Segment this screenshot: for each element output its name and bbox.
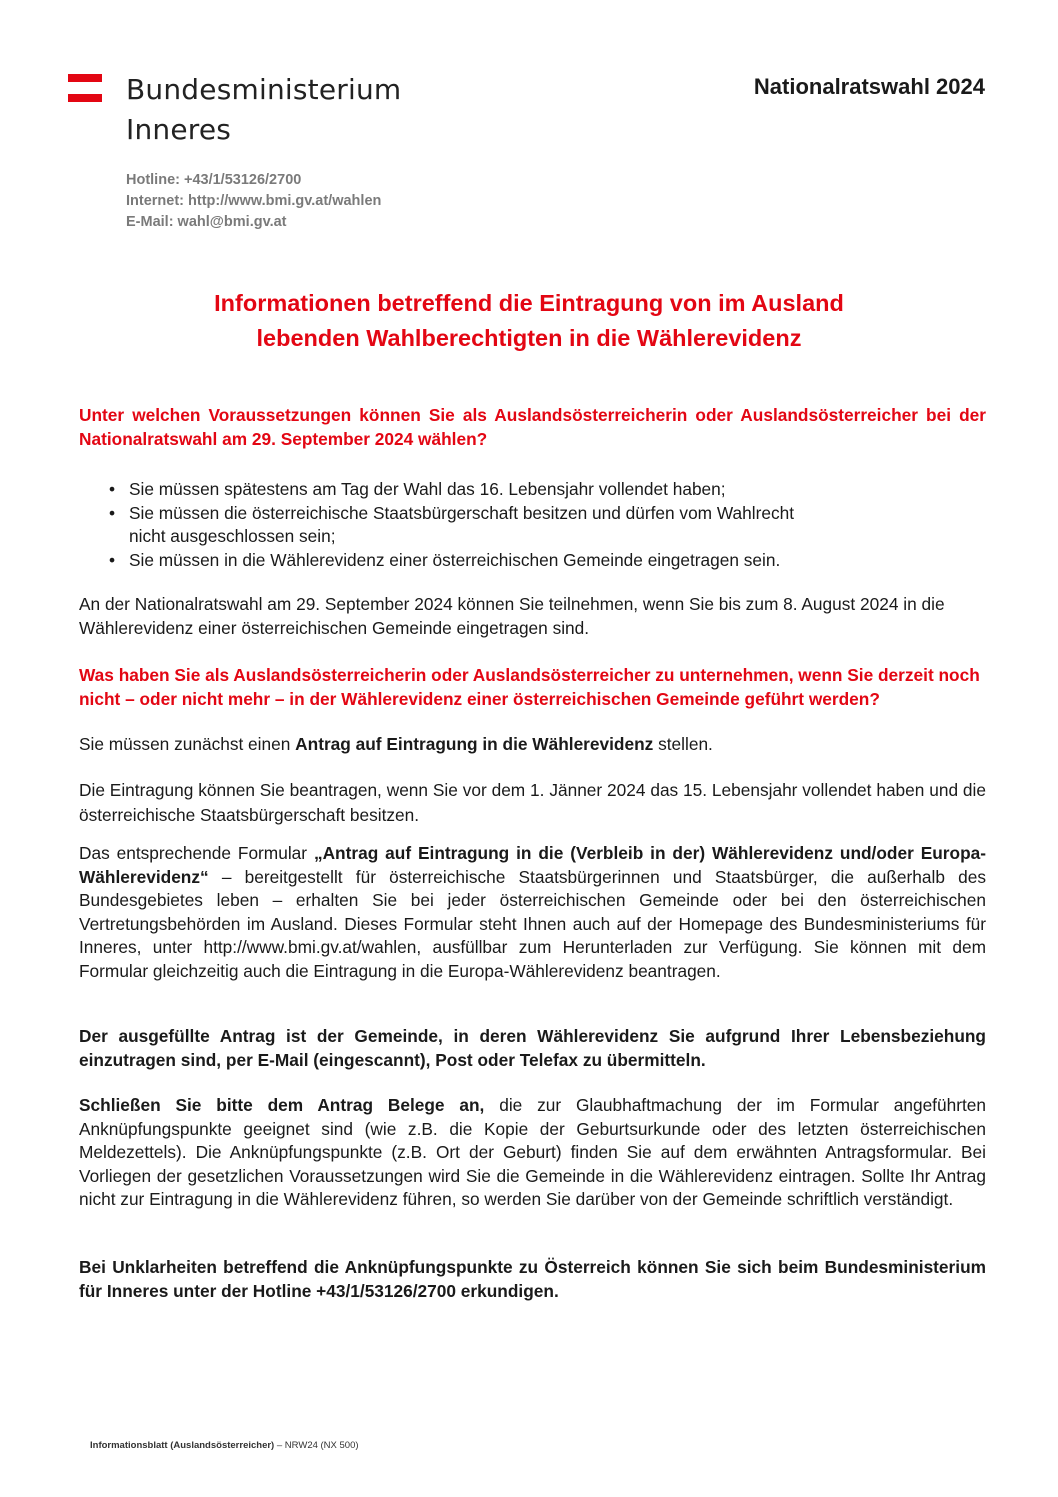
- footer-code: – NRW24 (NX 500): [274, 1440, 359, 1451]
- text-run: – bereitgestellt für österreichische Staatsbürgerinnen und Staatsbürger, die außerhalb des Bundesgebietes leben – erhalten Sie bei jeder österreichischen Gemeinde oder bei den österreichischen Vertretungsbehörden im Ausland. Dieses Formular steht Ihnen auch auf der Homepage des Bundesministeriums für Inneres, unter http://www.bmi.gv.at/wahlen, ausfüllbar zum Herunterladen zur Verfügung. Sie können mit dem Formular gleichzeitig auch die Eintragung in die Europa-Wählerevidenz beantragen.: [79, 866, 986, 981]
- text-run: die zur Glaubhaftmachung der im Formular angeführten Anknüpfungspunkte geeignet sind (wie z.B. die Kopie der Geburtsurkunde oder des letzten österreichischen Meldezettels). Die Anknüpfungspunkte (z.B. Ort der Geburt) finden Sie auf dem erwähnten Antragsformular. Bei Vorliegen der gesetzlichen Voraussetzungen wird Sie die Gemeinde in die Wählerevidenz eintragen. Sollte Ihr Antrag nicht zur Eintragung in die Wählerevidenz führen, so werden Sie darüber von der Gemeinde schriftlich verständigt.: [79, 1095, 986, 1209]
- paragraph-hotline: Bei Unklarheiten betreffend die Anknüpfungspunkte zu Österreich können Sie sich beim Bundesministerium für Inneres unter der Hotline +43/1/53126/2700 erkundigen.: [79, 1257, 986, 1301]
- text-run: Sie müssen zunächst einen: [79, 734, 296, 754]
- list-item: [79, 502, 919, 549]
- paragraph-eligibility-age: Die Eintragung können Sie beantragen, wenn Sie vor dem 1. Jänner 2024 das 15. Lebensjahr vollendet haben und die österreichische Staatsbürgerschaft besitzen.: [79, 780, 986, 825]
- logo-bar-bottom: [68, 94, 102, 102]
- logo-bar-top: [68, 74, 102, 82]
- question-registration: Was haben Sie als Auslandsösterreicherin oder Auslandsösterreicher zu unternehmen, wenn Sie derzeit noch nicht – oder nicht mehr – in der Wählerevidenz einer österreichischen Gemeinde geführt werden?: [79, 665, 980, 709]
- text-run-bold: Schließen Sie bitte dem Antrag Belege an,: [79, 1095, 485, 1115]
- paragraph-documents: [79, 1094, 986, 1212]
- list-item-text: Sie müssen die österreichische Staatsbürgerschaft besitzen und dürfen vom Wahlrecht nicht ausgeschlossen sein;: [129, 502, 795, 546]
- footer-title: Informationsblatt (Auslandsösterreicher): [90, 1440, 275, 1451]
- paragraph-form: [79, 842, 986, 983]
- ministry-name-line2: Inneres: [126, 113, 232, 146]
- question-eligibility: Unter welchen Voraussetzungen können Sie als Auslandsösterreicherin oder Auslandsösterreicher bei der Nationalratswahl am 29. September 2024 wählen?: [79, 405, 986, 449]
- paragraph-deadline: An der Nationalratswahl am 29. September 2024 können Sie teilnehmen, wenn Sie bis zum 8. August 2024 in die Wählerevidenz einer österreichischen Gemeinde eingetragen sind.: [79, 594, 945, 638]
- list-item: [79, 478, 919, 502]
- footer: [90, 1440, 359, 1451]
- text-run: Das entsprechende Formular: [79, 843, 314, 863]
- document-title: [80, 286, 978, 356]
- title-line-2: lebenden Wahlberechtigten in die Wählerevidenz: [256, 325, 802, 351]
- list-item-text: Sie müssen spätestens am Tag der Wahl das 16. Lebensjahr vollendet haben;: [129, 479, 726, 499]
- election-title: Nationalratswahl 2024: [753, 74, 985, 99]
- bullet-icon: •: [109, 502, 116, 523]
- list-item-text: Sie müssen in die Wählerevidenz einer österreichischen Gemeinde eingetragen sein.: [129, 549, 781, 570]
- form-title: „Antrag auf Eintragung in die (Verbleib in der) Wählerevidenz und/oder Europa-Wählerevidenz“: [79, 843, 987, 887]
- paragraph-application: [79, 733, 986, 757]
- bullet-icon: •: [109, 549, 116, 570]
- contact-hotline: Hotline: +43/1/53126/2700: [126, 172, 302, 188]
- text-run: stellen.: [653, 734, 713, 754]
- contact-internet: Internet: http://www.bmi.gv.at/wahlen: [126, 193, 382, 209]
- text-run-bold: Antrag auf Eintragung in die Wählerevidenz: [295, 734, 654, 754]
- list-item: [79, 549, 919, 573]
- paragraph-submission: Der ausgefüllte Antrag ist der Gemeinde, in deren Wählerevidenz Sie aufgrund Ihrer Lebensbeziehung einzutragen sind, per E-Mail (eingescannt), Post oder Telefax zu übermitteln.: [79, 1026, 986, 1070]
- title-line-1: Informationen betreffend die Eintragung von im Ausland: [214, 290, 844, 316]
- contact-email: E-Mail: wahl@bmi.gv.at: [126, 214, 287, 230]
- contact-block: [126, 170, 381, 233]
- bullet-icon: •: [109, 479, 116, 499]
- ministry-name: Bundesministerium: [126, 73, 402, 106]
- requirements-list: [79, 478, 919, 572]
